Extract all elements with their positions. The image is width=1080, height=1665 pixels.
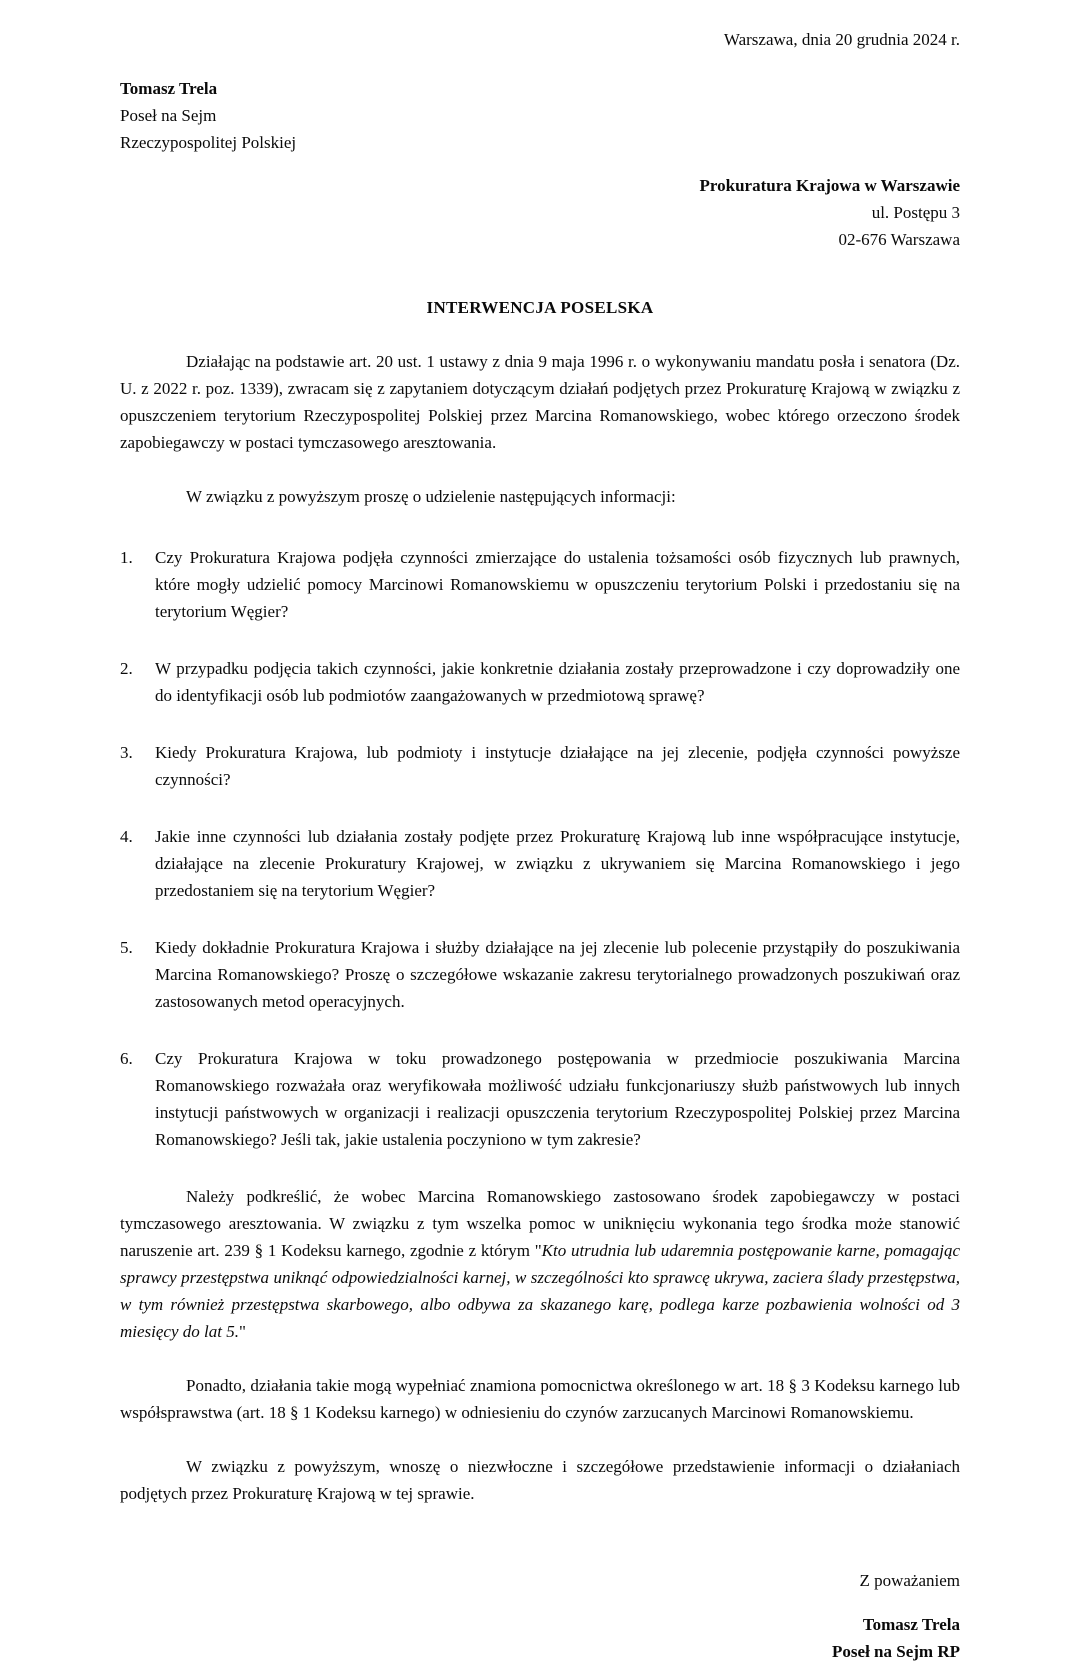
question-text: Kiedy dokładnie Prokuratura Krajowa i służby działające na jej zlecenie lub polecenie przystąpiły do poszukiwania Marcina Romanowskiego? Proszę o szczegółowe wskazanie zakresu terytorialnego prowadzonych poszukiwań oraz zastosowanych metod operacyjnych. [155,938,960,1011]
question-number: 3. [120,743,133,762]
question-item-2 [120,655,960,709]
legal-paragraph [120,1183,960,1345]
recipient-city: 02-676 Warszawa [838,230,960,249]
question-number: 5. [120,938,133,957]
question-item-3 [120,739,960,793]
statute-quote: Kto utrudnia lub udaremnia postępowanie karne, pomagając sprawcy przestępstwa uniknąć odpowiedzialności karnej, w szczególności kto sprawcę ukrywa, zaciera ślady przestępstwa, w tym również przestępstwa skarbowego, albo odbywa za skazanego karę, podlega karze pozbawienia wolności od 3 miesięcy do lat 5. [120,1241,960,1341]
sender-name: Tomasz Trela [120,79,218,98]
legal-paragraph-close-quote: " [238,1322,246,1341]
recipient-name: Prokuratura Krajowa w Warszawie [699,176,960,195]
request-intro-paragraph: W związku z powyższym proszę o udzielenie następujących informacji: [186,487,676,506]
document-title: INTERWENCJA POSELSKA [426,298,654,317]
signature-name: Tomasz Trela [862,1615,960,1634]
question-text: Jakie inne czynności lub działania zostały podjęte przez Prokuraturę Krajową lub inne współpracujące instytucje, działające na zlecenie Prokuratury Krajowej, w związku z ukrywaniem się Marcina Romanowskiego i jego przedostaniem się na terytorium Węgier? [155,827,960,900]
question-text: Kiedy Prokuratura Krajowa, lub podmioty i instytucje działające na jej zlecenie, podjęła czynności powyższe czynności? [155,743,960,789]
legal-paragraph-lead: Należy podkreślić, że wobec Marcina Romanowskiego zastosowano środek zapobiegawczy w postaci tymczasowego aresztowania. W związku z tym wszelka pomoc w uniknięciu wykonania tego środka może stanowić naruszenie art. 239 § 1 Kodeksu karnego, zgodnie z którym " [120,1187,960,1260]
question-item-4 [120,823,960,904]
question-number: 1. [120,548,133,567]
date-line: Warszawa, dnia 20 grudnia 2024 r. [723,30,960,49]
question-text: W przypadku podjęcia takich czynności, jakie konkretnie działania zostały przeprowadzone i czy doprowadziły one do identyfikacji osób lub podmiotów zaangażowanych w przedmiotową sprawę? [155,659,960,705]
question-item-1 [120,544,960,625]
recipient-street: ul. Postępu 3 [871,203,960,222]
question-item-5 [120,934,960,1015]
question-text: Czy Prokuratura Krajowa podjęła czynności zmierzające do ustalenia tożsamości osób fizycznych lub prawnych, które mogły udzielić pomocy Marcinowi Romanowskiemu w opuszczeniu terytorium Polski i przedostaniu się na terytorium Węgier? [155,548,960,621]
signature-title: Poseł na Sejm RP [832,1642,960,1661]
signature-block [120,1611,960,1665]
aiding-paragraph: Ponadto, działania takie mogą wypełniać znamiona pomocnictwa określonego w art. 18 § 3 Kodeksu karnego lub współsprawstwa (art. 18 § 1 Kodeksu karnego) w odniesieniu do czynów zarzucanych Marcinowi Romanowskiemu. [120,1376,960,1422]
sender-role: Poseł na Sejm [120,106,217,125]
question-number: 4. [120,827,133,846]
question-number: 6. [120,1049,133,1068]
question-text: Czy Prokuratura Krajowa w toku prowadzonego postępowania w przedmiocie poszukiwania Marcina Romanowskiego rozważała oraz weryfikowała możliwość udziału funkcjonariuszy służb państwowych lub innych instytucji państwowych w organizacji i realizacji opuszczenia terytorium Rzeczypospolitej Polskiej przez Marcina Romanowskiego? Jeśli tak, jakie ustalenia poczyniono w tym zakresie? [155,1049,960,1149]
questions-list [120,544,960,1153]
intro-paragraph: Działając na podstawie art. 20 ust. 1 ustawy z dnia 9 maja 1996 r. o wykonywaniu mandatu posła i senatora (Dz. U. z 2022 r. poz. 1339), zwracam się z zapytaniem dotyczącym działań podjętych przez Prokuraturę Krajową w związku z opuszczeniem terytorium Rzeczypospolitej Polskiej przez Marcina Romanowskiego, wobec którego orzeczono środek zapobiegawczy w postaci tymczasowego aresztowania. [120,352,960,452]
valediction: Z poważaniem [859,1571,960,1590]
closing-paragraph: W związku z powyższym, wnoszę o niezwłoczne i szczegółowe przedstawienie informacji o działaniach podjętych przez Prokuraturę Krajową w tej sprawie. [120,1457,960,1503]
sender-country: Rzeczypospolitej Polskiej [120,133,297,152]
question-item-6 [120,1045,960,1153]
question-number: 2. [120,659,133,678]
recipient-block [120,172,960,253]
sender-block [120,75,960,156]
